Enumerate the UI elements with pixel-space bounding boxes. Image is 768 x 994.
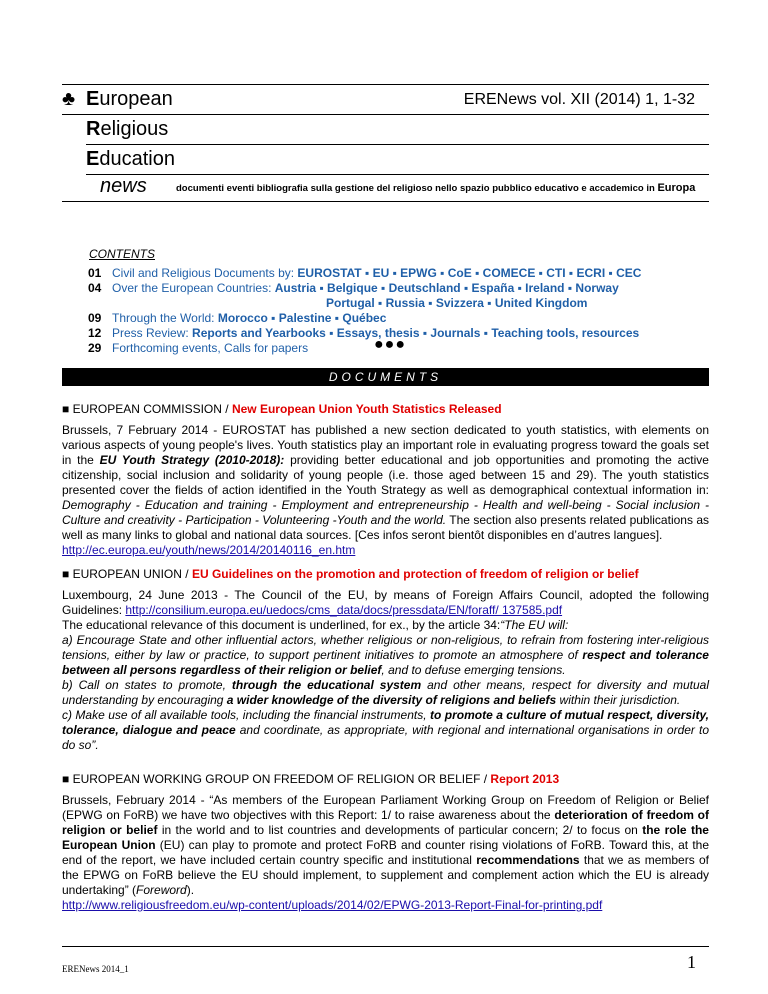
article-epwg-report bbox=[62, 772, 709, 913]
masthead-word-news: news bbox=[100, 175, 147, 197]
article-heading: ■ EUROPEAN COMMISSION / New European Union Youth Statistics Released bbox=[62, 402, 502, 416]
article-body: Luxembourg, 24 June 2013 - The Council of the EU, by means of Foreign Affairs Council, adopted the following Guidelines: http://consilium.europa.eu/uedocs/cms_data/docs/pressdata/EN/foraff/ 137585.pdf The educational relevance of this document is underlined, for ex., by the article 34:“The EU will: a) Encourage State and other influential actors, whether religious or non-religious, to refrain from fostering inter-religious tensions, either by law or practice, to support pertinent initiatives to promote an atmosphere of respect and tolerance between all persons regardless of their religion or belief, and to defuse emerging tensions. b) Call on states to promote, through the educational system and other means, respect for diversity and mutual understanding by encouraging a wider knowledge of the diversity of religions and beliefs within their jurisdiction. c) Make use of all available tools, including the financial instruments, to promote a culture of mutual respect, diversity, tolerance, dialogue and peace and coordinate, as appropriate, with regional and international organisations in order to do so”. bbox=[62, 588, 710, 752]
masthead bbox=[62, 84, 709, 202]
masthead-row-religious bbox=[86, 115, 709, 145]
masthead-subtitle: documenti eventi bibliografia sulla gestione del religioso nello spazio pubblico educativo e accademico in Europa bbox=[176, 182, 696, 194]
toc-item[interactable]: 29 Forthcoming events, Calls for papers bbox=[88, 341, 309, 355]
footer-rule bbox=[62, 946, 709, 947]
toc-item-continuation[interactable]: Portugal ▪ Russia ▪ Svizzera ▪ United Kingdom bbox=[326, 296, 588, 310]
footer-issue: ERENews 2014_1 bbox=[62, 964, 129, 974]
issue-reference: ERENews vol. XII (2014) 1, 1-32 bbox=[463, 91, 695, 108]
masthead-row-education bbox=[86, 145, 709, 175]
masthead-word-european: European bbox=[86, 88, 173, 110]
contents-heading: CONTENTS bbox=[89, 247, 155, 261]
toc-item[interactable]: 04 Over the European Countries: Austria ▪ Belgique ▪ Deutschland ▪ España ▪ Ireland ▪ Norway bbox=[88, 281, 619, 295]
table-of-contents bbox=[88, 266, 641, 356]
documents-banner: DOCUMENTS bbox=[62, 368, 709, 386]
article-link[interactable]: http://consilium.europa.eu/uedocs/cms_data/docs/pressdata/EN/foraff/ 137585.pdf bbox=[125, 603, 563, 617]
masthead-row-news bbox=[86, 175, 709, 201]
toc-item[interactable]: 01 Civil and Religious Documents by: EUROSTAT ▪ EU ▪ EPWG ▪ CoE ▪ COMECE ▪ CTI ▪ ECRI ▪ CEC bbox=[88, 266, 642, 280]
article-title[interactable]: Report 2013 bbox=[490, 772, 560, 786]
article-heading: ■ EUROPEAN WORKING GROUP ON FREEDOM OF RELIGION OR BELIEF / Report 2013 bbox=[62, 772, 560, 786]
page-number: 1 bbox=[687, 952, 696, 972]
article-body: Brussels, February 2014 - “As members of the European Parliament Working Group on Freedom of Religion or Belief (EPWG on FoRB) we have two objectives with this Report: 1/ to raise awareness about the deterioration of freedom of religion or belief in the world and to list countries and developments of particular concern; 2/ to focus on the role the European Union (EU) can play to promote and protect FoRB and counter rising violations of FoRB. Toward this, at the end of the report, we have included certain country specific and institutional recommendations that we as members of the EPWG on FoRB believe the EU should implement, to supplement and complement action which the EU is already undertaking” (Foreword). http://www.religiousfreedom.eu/wp-content/uploads/2014/02/EPWG-2013-Report-Final-for-printing.pdf bbox=[62, 793, 710, 912]
article-youth-statistics bbox=[62, 402, 709, 558]
toc-item[interactable]: 12 Press Review: Reports and Yearbooks ▪ Essays, thesis ▪ Journals ▪ Teaching tools, resources bbox=[88, 326, 640, 340]
article-eu-guidelines bbox=[62, 567, 709, 753]
masthead-word-education: Education bbox=[86, 148, 175, 170]
masthead-word-religious: Religious bbox=[86, 118, 169, 140]
separator-dots: ●●● bbox=[374, 336, 406, 353]
article-link[interactable]: http://ec.europa.eu/youth/news/2014/20140116_en.htm bbox=[62, 543, 356, 557]
article-title[interactable]: New European Union Youth Statistics Released bbox=[231, 402, 502, 416]
masthead-row-european bbox=[62, 85, 709, 115]
article-title[interactable]: EU Guidelines on the promotion and protection of freedom of religion or belief bbox=[191, 567, 639, 581]
article-heading: ■ EUROPEAN UNION / EU Guidelines on the promotion and protection of freedom of religion or belief bbox=[62, 567, 639, 581]
article-link[interactable]: http://www.religiousfreedom.eu/wp-content/uploads/2014/02/EPWG-2013-Report-Final-for-printing.pdf bbox=[62, 898, 603, 912]
toc-item[interactable]: 09 Through the World: Morocco ▪ Palestine ▪ Québec bbox=[88, 311, 387, 325]
article-body: Brussels, 7 February 2014 - EUROSTAT has published a new section dedicated to youth statistics, with elements on various aspects of young people's lives. Youth statistics play an important role in evaluating progress toward the goals set in the EU Youth Strategy (2010-2018): providing better educational and job opportunities and promoting the active citizenship, social inclusion and solidarity of young people (i.e. those aged between 15 and 29). The youth statistics presented cover the fields of action identified in the Youth Strategy as well as demographical contextual information in: Demography - Education and training - Employment and entrepreneurship - Health and well-being - Social inclusion - Culture and creativity - Participation - Volunteering -Youth and the world. The section also presents related publications as well as many links to global and national data sources. [Ces infos seront bientôt disponibles en d’autres langues]. http://ec.europa.eu/youth/news/2014/20140116_en.htm bbox=[62, 423, 709, 557]
club-icon: ♣ bbox=[62, 88, 76, 110]
